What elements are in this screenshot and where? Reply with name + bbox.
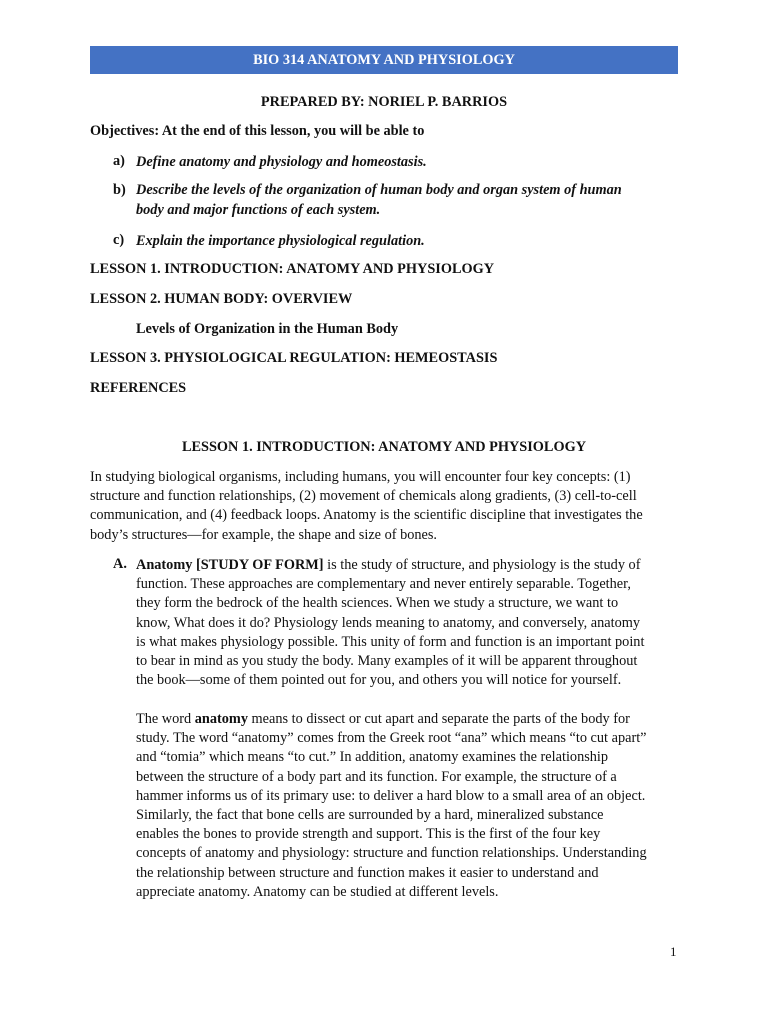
item-a-line: is what makes physiology possible. This unity of form and function is an important point: [136, 633, 645, 650]
para2-line: enables the bones to provide strength and support. This is the first of the four key: [136, 826, 601, 843]
objective-letter-b: b): [113, 182, 126, 198]
para2-line: and “tomia” which means “to cut.” In addition, anatomy examines the relationship: [136, 749, 609, 766]
para2-line: concepts of anatomy and physiology: structure and function relationships. Understanding: [136, 845, 647, 862]
para2-line: between the structure of a body part and its function. For example, the structure of a: [136, 768, 617, 785]
item-a-line: they form the bedrock of the health sciences. When we study a structure, we want to: [136, 595, 619, 612]
intro-line: communication, and (4) feedback loops. Anatomy is the scientific discipline that investigates the: [90, 507, 643, 524]
page-number: 1: [670, 944, 677, 959]
intro-paragraph: [90, 468, 643, 545]
item-a-line: know, What does it do? Physiology lends meaning to anatomy, and conversely, anatomy: [136, 614, 640, 631]
objective-letter-a: a): [113, 153, 125, 169]
item-a-first-line-rest: is the study of structure, and physiology is the study of: [323, 557, 641, 573]
item-a-first-line: [136, 556, 644, 575]
para2-line: appreciate anatomy. Anatomy can be studied at different levels.: [136, 883, 499, 900]
intro-line: structure and function relationships, (2) movement of chemicals along gradients, (3) cell-to-cell: [90, 488, 637, 505]
objectives-heading: Objectives: At the end of this lesson, you will be able to: [90, 123, 425, 139]
para2-first-line: [136, 710, 647, 729]
objective-b-line-2: body and major functions of each system.: [136, 202, 381, 218]
intro-line: body’s structures—for example, the shape and size of bones.: [90, 526, 437, 543]
toc-lesson-2: LESSON 2. HUMAN BODY: OVERVIEW: [90, 291, 353, 307]
item-a-bold-lead: Anatomy [STUDY OF FORM]: [136, 557, 324, 573]
item-a-paragraph: [136, 556, 644, 690]
para2-line: study. The word “anatomy” comes from the Greek root “ana” which means “to cut apart”: [136, 730, 647, 747]
toc-lesson-2-subtopic: Levels of Organization in the Human Body: [136, 321, 399, 337]
objective-c-text: Explain the importance physiological regulation.: [136, 233, 425, 249]
item-a-line: function. These approaches are complementary and never entirely separable. Together,: [136, 576, 631, 593]
para2-bold-word: anatomy: [194, 711, 248, 727]
toc-lesson-1: LESSON 1. INTRODUCTION: ANATOMY AND PHYSIOLOGY: [90, 261, 495, 277]
toc-lesson-3: LESSON 3. PHYSIOLOGICAL REGULATION: HEMEOSTASIS: [90, 350, 498, 366]
item-a-line: to bear in mind as you study the body. Many examples of it will be apparent throughout: [136, 652, 638, 669]
intro-line: In studying biological organisms, including humans, you will encounter four key concepts: (1): [90, 469, 631, 485]
section-heading: LESSON 1. INTRODUCTION: ANATOMY AND PHYSIOLOGY: [181, 439, 587, 455]
para2-line: hammer informs us of its primary use: to deliver a hard blow to a small area of an object.: [136, 787, 646, 804]
para2-lead: The word: [136, 711, 195, 727]
objective-letter-c: c): [113, 232, 125, 248]
para2-line: the relationship between structure and function makes it easier to understand and: [136, 864, 599, 881]
toc-references: REFERENCES: [90, 380, 187, 396]
objective-b-line-1: Describe the levels of the organization of human body and organ system of human: [136, 182, 622, 198]
item-a-letter: A.: [113, 556, 127, 572]
anatomy-word-paragraph: [136, 710, 647, 902]
para2-first-line-rest: means to dissect or cut apart and separate the parts of the body for: [247, 711, 630, 727]
prepared-by: PREPARED BY: NORIEL P. BARRIOS: [260, 94, 508, 110]
item-a-line: the book—some of them pointed out for you, and others you will notice for yourself.: [136, 672, 622, 689]
course-title-banner: [90, 46, 678, 74]
course-title: BIO 314 ANATOMY AND PHYSIOLOGY: [253, 52, 515, 68]
objective-a-text: Define anatomy and physiology and homeostasis.: [136, 154, 427, 170]
para2-line: Similarly, the fact that bone cells are surrounded by a hard, mineralized substance: [136, 806, 604, 823]
